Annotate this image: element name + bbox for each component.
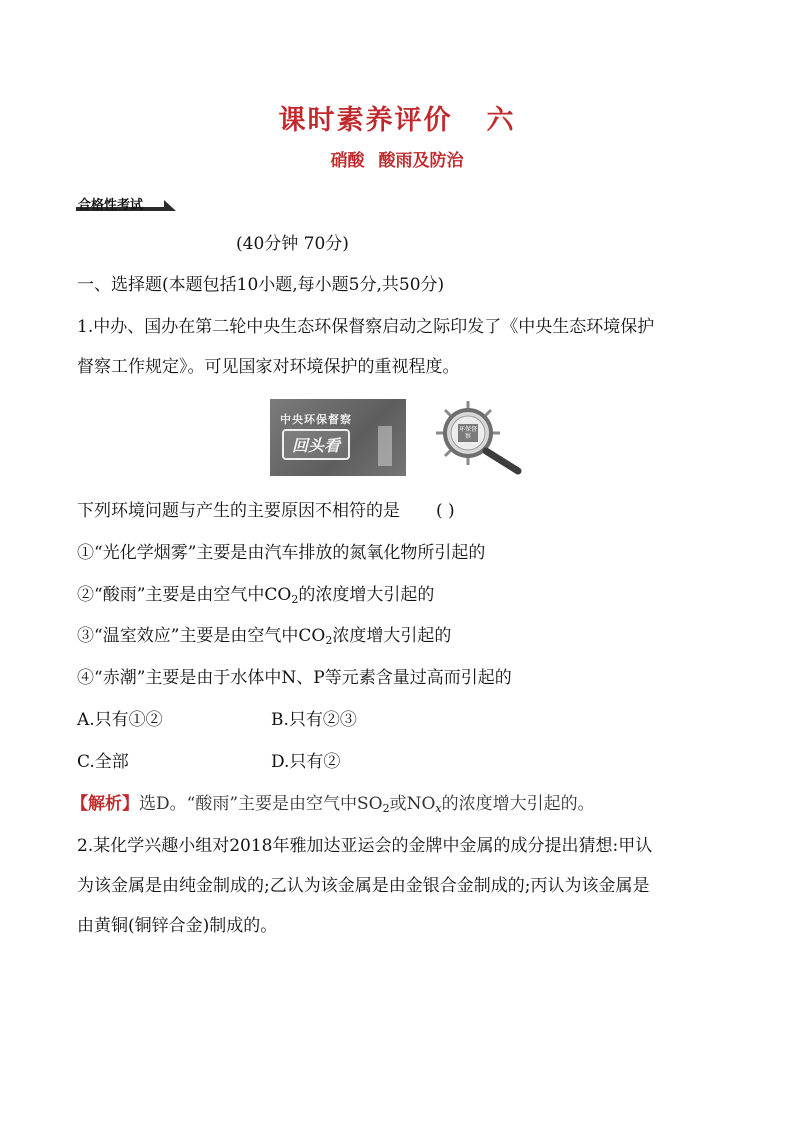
magnifier-image: [432, 397, 528, 477]
answer-blank: ( ): [436, 501, 455, 521]
option-c: C.全部: [77, 752, 129, 772]
q1-question-text: 下列环境问题与产生的主要原因不相符的是: [77, 501, 400, 521]
q1-stem-line2: 督察工作规定》。可见国家对环境保护的重视程度。: [77, 357, 460, 377]
option-d: D.只有②: [271, 752, 341, 772]
q1-item-2: [77, 583, 434, 607]
section-underline-tail: [164, 200, 176, 211]
analysis-label: 【解析】: [71, 794, 139, 814]
q1-item-3-text-a: ③“温室效应”主要是由空气中CO: [77, 626, 326, 646]
option-a: A.只有①②: [77, 710, 163, 730]
q1-item-2-text-b: 的浓度增大引起的: [298, 585, 435, 605]
option-b: B.只有②③: [271, 710, 357, 730]
q2-line3: 由黄铜(铜锌合金)制成的。: [77, 916, 278, 936]
analysis-text-a: 选D。“酸雨”主要是由空气中SO: [139, 794, 383, 814]
section-header: [76, 194, 176, 214]
subtitle-topic-1: 硝酸: [330, 151, 365, 171]
analysis-sub-2: x: [435, 802, 442, 815]
inspection-image-title: 回头看: [282, 429, 350, 460]
q1-item-3-text-b: 浓度增大引起的: [332, 626, 452, 646]
analysis-sub-1: 2: [382, 802, 390, 815]
q1-item-3: [77, 624, 451, 648]
analysis-text-b: 或NO: [389, 794, 436, 814]
q2-line1: 2.某化学兴趣小组对2018年雅加达亚运会的金牌中金属的成分提出猜想:甲认: [77, 836, 653, 856]
q1-analysis: [71, 792, 595, 816]
q1-item-1: ①“光化学烟雾”主要是由汽车排放的氮氧化物所引起的: [77, 543, 486, 563]
q2-line2: 为该金属是由纯金制成的;乙认为该金属是由金银合金制成的;丙认为该金属是: [77, 876, 650, 896]
page-title: [0, 98, 794, 137]
tower-icon: [378, 426, 392, 466]
section-label: 合格性考试: [78, 198, 144, 213]
q1-item-2-sub: 2: [291, 593, 299, 606]
q1-item-2-text-a: ②“酸雨”主要是由空气中CO: [77, 585, 292, 605]
subtitle-topic-2: 酸雨及防治: [378, 151, 464, 171]
exam-info: (40分钟 70分): [236, 234, 349, 254]
q1-question: [77, 499, 455, 523]
page-subtitle: [0, 146, 794, 171]
q1-item-4: ④“赤潮”主要是由于水体中N、P等元素含量过高而引起的: [77, 668, 512, 688]
title-main: 课时素养评价: [278, 105, 453, 136]
part1-heading: 一、选择题(本题包括10小题,每小题5分,共50分): [77, 275, 445, 295]
inspection-image-caption: 中央环保督察: [280, 413, 352, 426]
q1-item-3-sub: 2: [325, 634, 333, 647]
inspection-image: [270, 399, 406, 476]
title-number: 六: [486, 105, 516, 136]
analysis-text-c: 的浓度增大引起的。: [441, 794, 595, 814]
magnifier-icon: [432, 397, 528, 477]
magnifier-label: 环保督察: [458, 426, 477, 440]
q1-stem-line1: 1.中办、国办在第二轮中央生态环保督察启动之际印发了《中央生态环境保护: [77, 317, 655, 337]
